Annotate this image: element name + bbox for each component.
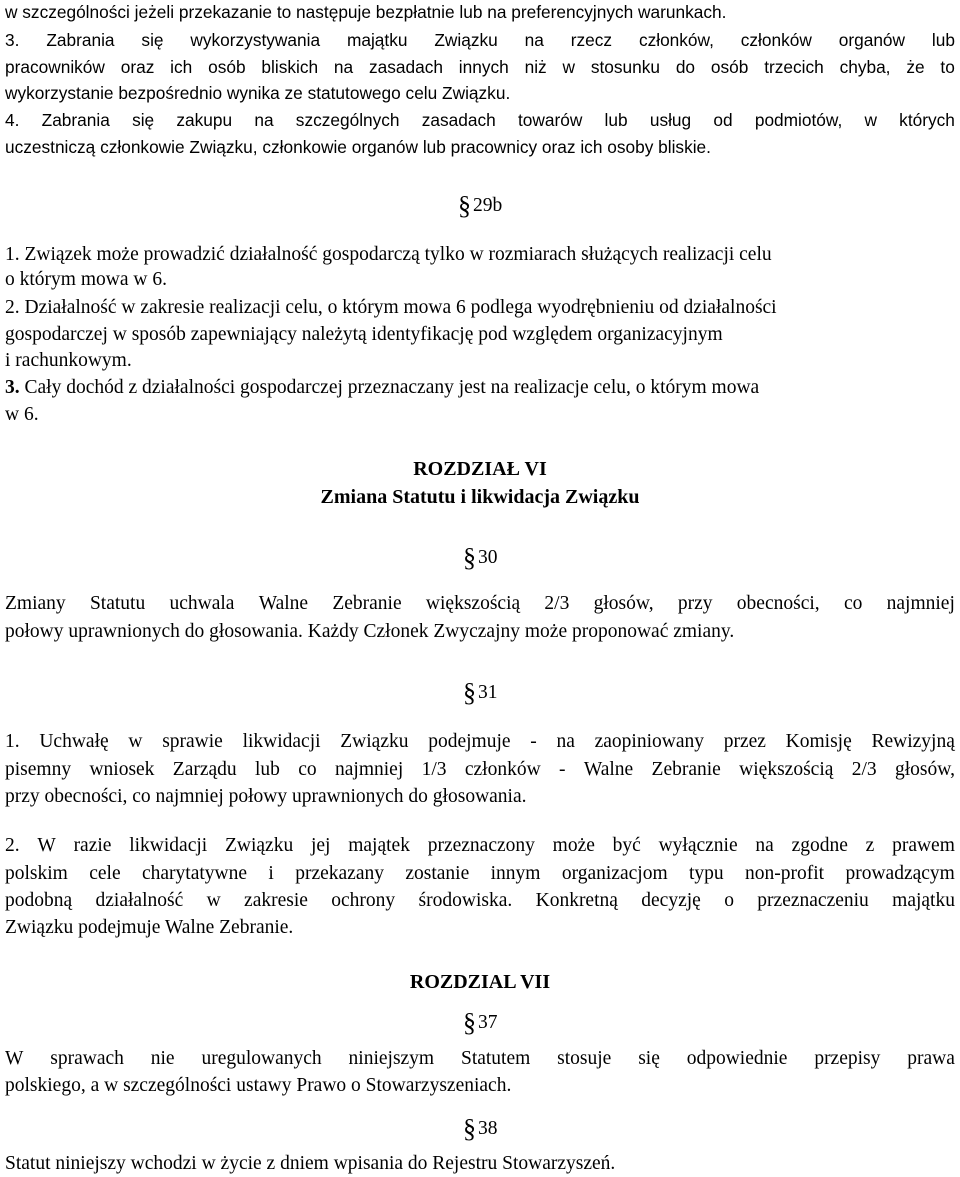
text-line — [5, 891, 955, 911]
word: pracowników — [5, 57, 105, 77]
word: zasadach — [421, 110, 496, 130]
word: Zmiany — [5, 593, 66, 614]
word: być — [612, 835, 641, 856]
text-line: polskiego, a w szczególności ustawy Prawo o Stowarzyszeniach. — [5, 1075, 512, 1096]
word: ich — [170, 57, 193, 77]
word: 3. — [5, 30, 20, 50]
word: organizacjom — [561, 863, 668, 884]
word: rzecz — [570, 30, 613, 50]
word: na — [254, 110, 274, 130]
word: członków — [464, 759, 541, 780]
text-line — [5, 594, 955, 614]
word: się — [141, 30, 164, 50]
chapter-subtitle: Zmiana Statutu i likwidacja Związku — [320, 486, 640, 508]
word: usług — [649, 110, 692, 130]
word: - — [530, 731, 537, 752]
section-heading-29b: § 29b — [458, 191, 503, 220]
section-heading-38: § 38 — [463, 1114, 498, 1143]
word: uchwala — [169, 593, 235, 614]
word: w — [864, 110, 877, 130]
word: pisemny — [5, 759, 72, 780]
section-sign-icon: § — [463, 1114, 476, 1143]
word: najmniej — [886, 593, 955, 614]
word: wykorzystywania — [190, 30, 321, 50]
word: wyłącznie — [658, 835, 738, 856]
word: 4. — [5, 110, 20, 130]
text-line: w 6. — [5, 404, 39, 425]
text-line — [5, 112, 955, 129]
text-line: uczestniczą członkowie Związku, członkowie organów lub pracownicy oraz ich osoby bliskie. — [5, 137, 711, 157]
word: odpowiednie — [686, 1048, 788, 1069]
word: w — [128, 731, 143, 752]
word: i — [268, 863, 274, 884]
word: przeznaczeniu — [757, 890, 869, 911]
word: W — [37, 835, 56, 856]
word: z — [865, 835, 875, 856]
word: co — [843, 593, 863, 614]
word: 1/3 — [421, 759, 447, 780]
word: członków — [740, 30, 812, 50]
word: szczególnych — [295, 110, 400, 130]
word: majątku — [346, 30, 408, 50]
word: od — [713, 110, 733, 130]
word: zaopiniowany — [594, 731, 704, 752]
section-sign-icon: § — [458, 191, 471, 220]
word: Zabrania — [41, 110, 110, 130]
word: 1. — [5, 731, 20, 752]
word: Walne — [258, 593, 309, 614]
word: zasadach — [368, 57, 443, 77]
text-line — [5, 864, 955, 884]
word: w — [562, 57, 575, 77]
word: W — [5, 1048, 24, 1069]
word: decyzję — [641, 890, 701, 911]
word: co — [298, 759, 317, 780]
word: niniejszym — [348, 1048, 435, 1069]
word: w — [206, 890, 221, 911]
word: przepisy — [814, 1048, 881, 1069]
word: typu — [688, 863, 724, 884]
word: obecności, — [736, 593, 820, 614]
text-line — [5, 1049, 955, 1069]
word: non-profit — [745, 863, 825, 884]
word: podobną — [5, 890, 73, 911]
word: Komisję — [785, 731, 852, 752]
word: Zabrania — [46, 30, 115, 50]
word: to — [940, 57, 955, 77]
word: Związku — [340, 731, 409, 752]
section-sign-icon: § — [463, 543, 476, 572]
word: wniosek — [89, 759, 155, 780]
word: działalność — [95, 890, 184, 911]
word: na — [333, 57, 354, 77]
word: jej — [310, 835, 331, 856]
word: przekazany — [295, 863, 384, 884]
word: o — [724, 890, 734, 911]
word: środowiska. — [418, 890, 513, 911]
word: uregulowanych — [201, 1048, 322, 1069]
word: że — [906, 57, 925, 77]
text-line: 3. Cały dochód z działalności gospodarczej przeznaczany jest na realizacje celu, o którym mowa — [5, 377, 760, 398]
word: zakresie — [244, 890, 308, 911]
word: podmiotów, — [754, 110, 843, 130]
text-line — [5, 32, 955, 49]
text-line — [5, 836, 955, 856]
text-line: o którym mowa w 6. — [5, 269, 167, 290]
word: Konkretną — [535, 890, 618, 911]
word: głosów, — [895, 759, 955, 780]
word: członków, — [638, 30, 714, 50]
section-sign-icon: § — [463, 678, 476, 707]
word: 2. — [5, 835, 20, 856]
word: których — [899, 110, 955, 130]
text-line: przy obecności, co najmniej połowy uprawnionych do głosowania. — [5, 786, 527, 807]
word: 2/3 — [544, 593, 570, 614]
word: sprawach — [50, 1048, 124, 1069]
word: przeznaczony — [427, 835, 535, 856]
word: charytatywne — [141, 863, 248, 884]
word: Uchwałę — [39, 731, 109, 752]
word: Zebranie — [651, 759, 721, 780]
word: cele — [89, 863, 121, 884]
word: niż — [524, 57, 547, 77]
section-heading-30: § 30 — [463, 543, 498, 572]
word: Zarządu — [172, 759, 237, 780]
word: razie — [73, 835, 112, 856]
word: Rewizyjną — [871, 731, 955, 752]
word: się — [132, 110, 155, 130]
word: Walne — [583, 759, 634, 780]
word: organów — [838, 30, 906, 50]
item-number: 3. — [5, 377, 20, 398]
word: stosunku — [590, 57, 660, 77]
word: na — [755, 835, 774, 856]
word: może — [552, 835, 595, 856]
text-line — [5, 59, 955, 76]
word: polskim — [5, 863, 68, 884]
word: prowadzącym — [845, 863, 955, 884]
text-line: 2. Działalność w zakresie realizacji celu, o którym mowa 6 podlega wyodrębnieniu od działalności — [5, 297, 777, 318]
word: osób — [710, 57, 749, 77]
word: towarów — [517, 110, 583, 130]
text-line — [5, 732, 955, 752]
word: osób — [208, 57, 246, 77]
text-line — [5, 760, 955, 780]
text-line: 1. Związek może prowadzić działalność gospodarczą tylko w rozmiarach służących realizacji celu — [5, 244, 772, 265]
word: Statutu — [89, 593, 146, 614]
word: 2/3 — [851, 759, 877, 780]
text-line: Statut niniejszy wchodzi w życie z dniem wpisania do Rejestru Stowarzyszeń. — [5, 1153, 616, 1174]
chapter-title: ROZDZIAŁ VI — [413, 458, 547, 480]
section-sign-icon: § — [463, 1008, 476, 1037]
text-line: i rachunkowym. — [5, 350, 132, 371]
word: Statutem — [460, 1048, 531, 1069]
word: lub — [931, 30, 955, 50]
text-line: gospodarczej w sposób zapewniający należytą identyfikację pod względem organizacyjnym — [5, 324, 723, 345]
word: przy — [677, 593, 713, 614]
word: zakupu — [176, 110, 233, 130]
word: ochrony — [331, 890, 396, 911]
word: Zebranie — [332, 593, 402, 614]
word: Związku — [224, 835, 294, 856]
word: prawa — [907, 1048, 955, 1069]
word: się — [638, 1048, 660, 1069]
word: stosuje — [557, 1048, 612, 1069]
word: likwidacji — [242, 731, 321, 752]
word: Związku — [434, 30, 498, 50]
word: na — [524, 30, 544, 50]
text-line: w szczególności jeżeli przekazanie to następuje bezpłatnie lub na preferencyjnych warunkach. — [5, 2, 727, 22]
word: innym — [490, 863, 541, 884]
word: prawem — [892, 835, 955, 856]
word: najmniej — [335, 759, 404, 780]
word: większością — [739, 759, 834, 780]
text-line: wykorzystanie bezpośrednio wynika ze statutowego celu Związku. — [5, 83, 511, 103]
word: podejmuje — [428, 731, 511, 752]
word: chyba, — [839, 57, 891, 77]
word: oraz — [120, 57, 155, 77]
text-line: połowy uprawnionych do głosowania. Każdy Członek Zwyczajny może proponować zmiany. — [5, 621, 735, 642]
word: majątek — [348, 835, 410, 856]
word: - — [559, 759, 566, 780]
word: głosów, — [593, 593, 654, 614]
word: do — [675, 57, 696, 77]
section-heading-31: § 31 — [463, 678, 498, 707]
word: lub — [604, 110, 628, 130]
text-line: Związku podejmuje Walne Zebranie. — [5, 917, 294, 938]
word: bliskich — [261, 57, 319, 77]
chapter-title: ROZDZIAL VII — [409, 971, 551, 993]
word: lub — [255, 759, 280, 780]
word: zgodne — [791, 835, 848, 856]
word: nie — [150, 1048, 175, 1069]
word: przez — [723, 731, 766, 752]
word: likwidacji — [129, 835, 208, 856]
word: na — [556, 731, 575, 752]
word: zostanie — [405, 863, 470, 884]
word: trzecich — [764, 57, 824, 77]
section-heading-37: § 37 — [463, 1008, 498, 1037]
word: większością — [425, 593, 521, 614]
word: sprawie — [162, 731, 223, 752]
word: majątku — [892, 890, 955, 911]
word: innych — [458, 57, 509, 77]
